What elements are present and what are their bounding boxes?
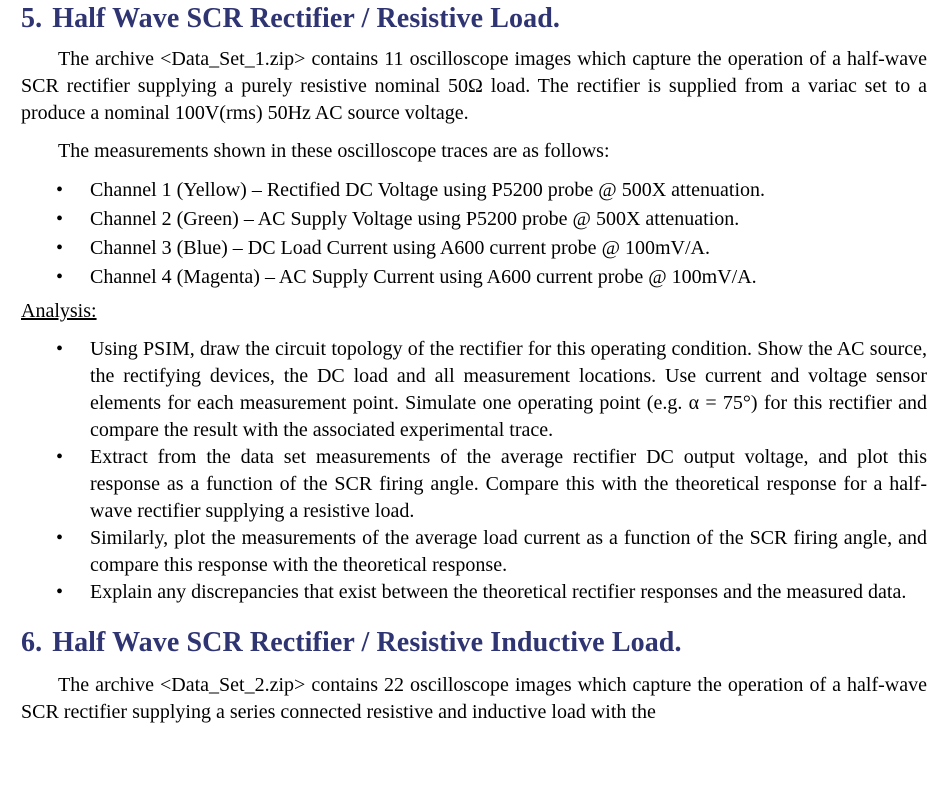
analysis-text: Explain any discrepancies that exist between the theoretical rectifier responses and the measured data. xyxy=(90,581,907,603)
list-item xyxy=(21,525,927,579)
channel-text: Channel 2 (Green) – AC Supply Voltage using P5200 probe @ 500X attenuation. xyxy=(90,208,740,230)
bullet-icon: • xyxy=(56,581,64,603)
channel-text: Channel 4 (Magenta) – AC Supply Current using A600 current probe @ 100mV/A. xyxy=(90,266,757,288)
bullet-icon: • xyxy=(56,179,64,201)
section-5-heading xyxy=(21,0,927,36)
channel-text: Channel 3 (Blue) – DC Load Current using A600 current probe @ 100mV/A. xyxy=(90,237,710,259)
analysis-heading: Analysis: xyxy=(21,300,97,322)
bullet-icon: • xyxy=(56,446,64,468)
section-5-title: Half Wave SCR Rectifier / Resistive Load. xyxy=(52,3,560,34)
channel-text: Channel 1 (Yellow) – Rectified DC Voltage using P5200 probe @ 500X attenuation. xyxy=(90,179,766,201)
bullet-icon: • xyxy=(56,266,64,288)
section-6-heading xyxy=(21,626,927,660)
list-item xyxy=(21,234,927,263)
section-6-number: 6. xyxy=(21,627,43,658)
bullet-icon: • xyxy=(56,338,64,360)
section-5-intro-paragraph: The archive <Data_Set_1.zip> contains 11 oscilloscope images which capture the operation of a half-wave SCR rectifier supplying a purely resistive nominal 50Ω load. The rectifier is supplied from a variac set to a produce a nominal 100V(rms) 50Hz AC source voltage. xyxy=(21,48,927,124)
bullet-icon: • xyxy=(56,237,64,259)
channel-list xyxy=(21,176,927,292)
list-item xyxy=(21,444,927,525)
list-item xyxy=(21,263,927,292)
list-item xyxy=(21,579,927,606)
section-6-title: Half Wave SCR Rectifier / Resistive Inductive Load. xyxy=(52,627,682,658)
bullet-icon: • xyxy=(56,208,64,230)
measurements-intro-paragraph: The measurements shown in these oscilloscope traces are as follows: xyxy=(58,140,610,162)
section-5-number: 5. xyxy=(21,3,43,34)
analysis-list xyxy=(21,336,927,606)
list-item xyxy=(21,176,927,205)
analysis-text: Similarly, plot the measurements of the average load current as a function of the SCR firing angle, and compare this response with the theoretical response. xyxy=(90,527,927,576)
bullet-icon: • xyxy=(56,527,64,549)
list-item xyxy=(21,205,927,234)
list-item xyxy=(21,336,927,444)
analysis-text: Using PSIM, draw the circuit topology of the rectifier for this operating condition. Show the AC source, the rectifying devices, the DC load and all measurement locations. Use current and voltage sensor elements for each measurement point. Simulate one operating point (e.g. α = 75°) for this rectifier and compare the result with the associated experimental trace. xyxy=(90,338,927,441)
section-6-intro-paragraph: The archive <Data_Set_2.zip> contains 22 oscilloscope images which capture the operation of a half-wave SCR rectifier supplying a series connected resistive and inductive load with the xyxy=(21,674,927,723)
analysis-text: Extract from the data set measurements of the average rectifier DC output voltage, and plot this response as a function of the SCR firing angle. Compare this with the theoretical response for a half-wave rectifier supplying a resistive load. xyxy=(90,446,927,522)
